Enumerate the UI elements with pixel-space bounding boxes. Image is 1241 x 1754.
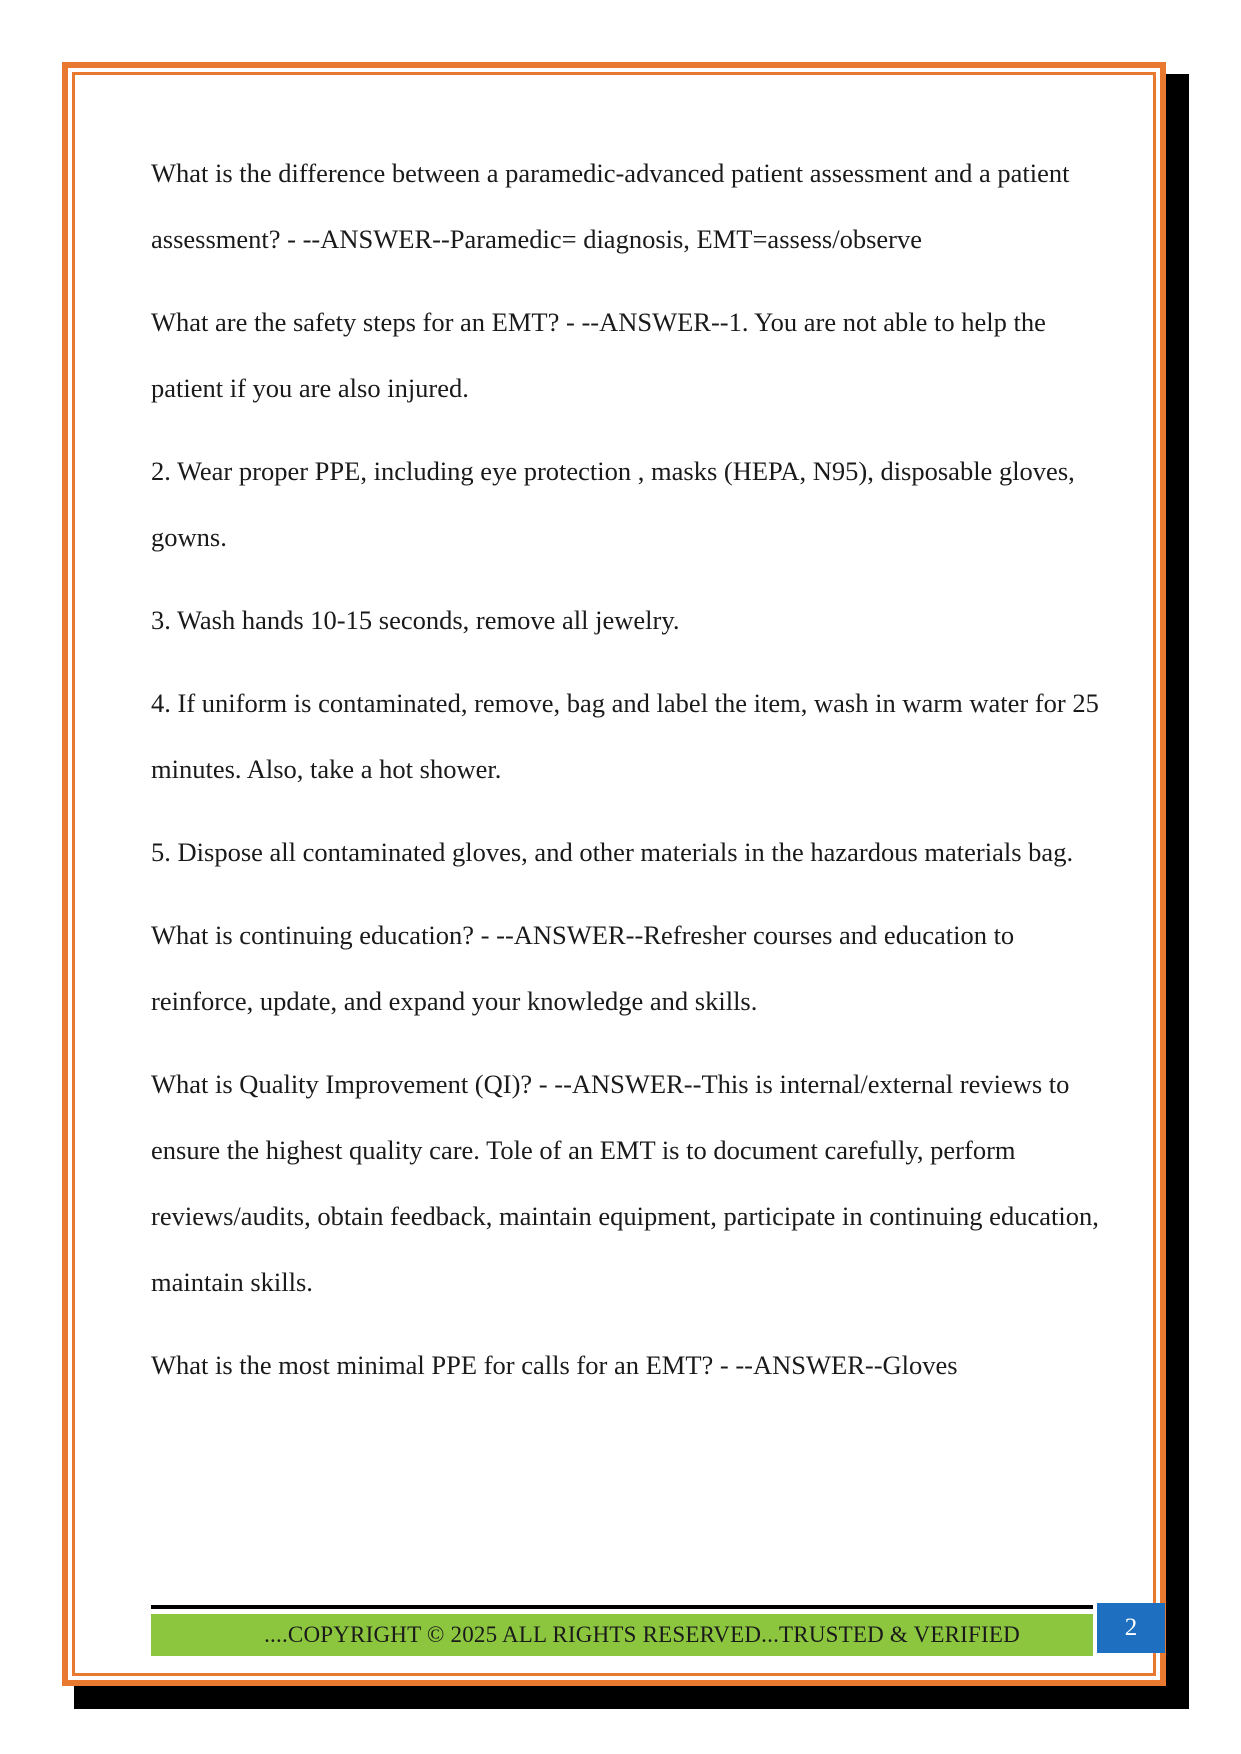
qa-paragraph-6: 5. Dispose all contaminated gloves, and other materials in the hazardous materials bag. — [151, 837, 1074, 867]
qa-paragraph-7: What is continuing education? - --ANSWER--Refresher courses and education to reinforce, update, and expand your knowledge and skills. — [151, 920, 1015, 1016]
document-body — [151, 140, 1111, 1415]
qa-paragraph-3: 2. Wear proper PPE, including eye protection , masks (HEPA, N95), disposable gloves, gowns. — [151, 456, 1075, 552]
page-number: 2 — [1124, 1614, 1138, 1641]
qa-paragraph-1: What is the difference between a paramedic-advanced patient assessment and a patient assessment? - --ANSWER--Paramedic= diagnosis, EMT=assess/observe — [151, 158, 1070, 254]
qa-paragraph-8: What is Quality Improvement (QI)? - --ANSWER--This is internal/external reviews to ensure the highest quality care. Tole of an EMT is to document carefully, perform reviews/audits, obtain feedback, maintain equipment, participate in continuing education, maintain skills. — [151, 1069, 1099, 1297]
qa-paragraph-9: What is the most minimal PPE for calls for an EMT? - --ANSWER--Gloves — [151, 1350, 958, 1380]
footer-divider — [151, 1605, 1093, 1609]
page-number-badge — [1097, 1603, 1165, 1653]
footer-copyright-text: ....COPYRIGHT © 2025 ALL RIGHTS RESERVED...TRUSTED & VERIFIED — [264, 1622, 1020, 1647]
qa-paragraph-2: What are the safety steps for an EMT? - --ANSWER--1. You are not able to help the patient if you are also injured. — [151, 307, 1046, 403]
footer-copyright-bar — [151, 1614, 1093, 1656]
qa-paragraph-5: 4. If uniform is contaminated, remove, bag and label the item, wash in warm water for 25 minutes. Also, take a hot shower. — [151, 688, 1099, 784]
qa-paragraph-4: 3. Wash hands 10-15 seconds, remove all jewelry. — [151, 605, 680, 635]
